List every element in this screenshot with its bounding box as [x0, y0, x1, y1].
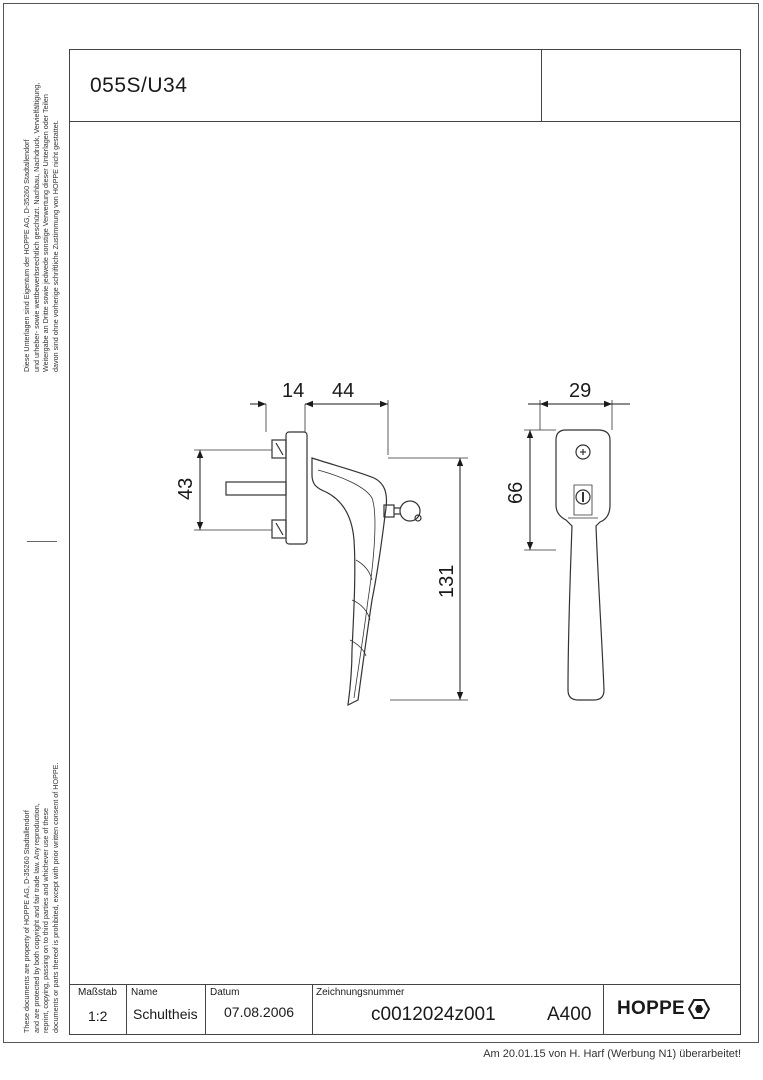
rose-plate — [286, 432, 307, 544]
drawing-number-value: c0012024z001 — [371, 1004, 496, 1025]
scale-label: Maßstab — [78, 987, 117, 998]
name-label: Name — [131, 987, 158, 998]
logo-text: HOPPE — [617, 998, 686, 1019]
legal-en-line: documents or parts thereof is prohibited, except with prior written consent of HOPPE. — [50, 762, 60, 1033]
footer-divider — [603, 984, 604, 1035]
drawing-number-label: Zeichnungsnummer — [316, 987, 405, 998]
hoppe-hex-icon — [688, 999, 710, 1019]
dim-14: 14 — [282, 380, 305, 402]
dim-131: 131 — [436, 564, 458, 598]
footer-divider — [126, 984, 127, 1035]
name-value: Schultheis — [133, 1006, 198, 1022]
handle-side-profile — [312, 458, 387, 705]
handle-front-view — [556, 430, 610, 700]
spindle — [226, 482, 286, 495]
format-size: A4 — [547, 1004, 571, 1025]
format-suffix: 00 — [570, 1004, 592, 1025]
footer-divider — [312, 984, 313, 1035]
dim-43: 43 — [175, 477, 197, 500]
date-value: 07.08.2006 — [224, 1004, 295, 1020]
dim-44: 44 — [332, 380, 355, 402]
legal-de-line: Diese Unterlagen sind Eigentum der HOPPE AG, D-35260 Stadtallendorf — [22, 139, 31, 372]
revision-note: Am 20.01.15 von H. Harf (Werbung N1) überarbeitet! — [483, 1048, 741, 1060]
drawing-title: 055S/U34 — [90, 74, 188, 97]
legal-de-line: und urheber- sowie wettbewerbsrechtlich geschützt. Nachbau, Nachdruck, Vervielfältigung, — [31, 82, 41, 372]
dim-66: 66 — [505, 481, 527, 504]
format-value — [547, 1004, 591, 1026]
hoppe-logo — [617, 998, 710, 1020]
footer-divider — [205, 984, 206, 1035]
legal-en-line: reprint, copying, passing on to third parties and whichever use of these — [41, 808, 50, 1033]
legal-de-line: Weitergabe an Dritte sowie jedwede sonstige Verwertung dieser Unterlagen oder Teilen — [41, 94, 50, 372]
legal-en-line: These documents are property of HOPPE AG, D-35260 Stadtallendorf — [22, 810, 31, 1033]
legal-de-line: davon sind ohne vorherige schriftliche Zustimmung von HOPPE nicht gestattet. — [50, 120, 60, 372]
legal-en-line: and are protected by both copyright and fair trade law. Any reproduction, — [31, 803, 41, 1033]
key-head — [400, 501, 420, 521]
date-label: Datum — [210, 987, 240, 998]
scale-value: 1:2 — [88, 1008, 108, 1024]
dim-29: 29 — [569, 380, 592, 402]
